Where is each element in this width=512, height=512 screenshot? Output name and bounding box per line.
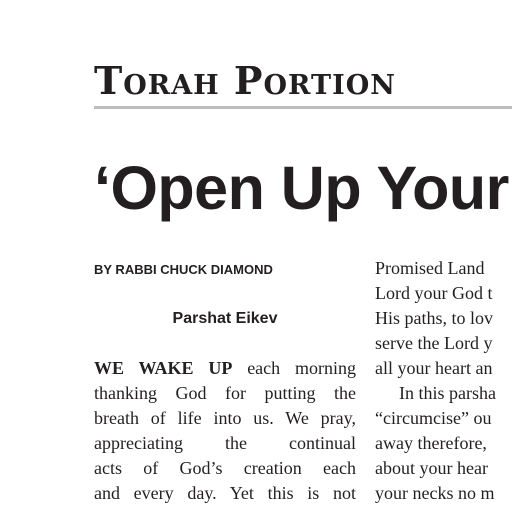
first-line-rest: each morning [232, 358, 356, 378]
text-line: your necks no m [375, 483, 495, 503]
text-line: serve the Lord y [375, 333, 493, 353]
text-line: Lord your God t [375, 283, 493, 303]
text-line: His paths, to lov [375, 308, 494, 328]
article-headline: ‘Open Up Your [94, 154, 509, 222]
left-column-text [94, 356, 356, 506]
text-line: appreciating the continual [94, 433, 356, 453]
text-line: away therefore, [375, 433, 487, 453]
text-line: all your heart an [375, 358, 493, 378]
text-line: and every day. Yet this is not [94, 483, 356, 503]
parsha-name: Parshat Eikev [172, 310, 278, 327]
right-column-text [375, 256, 512, 506]
text-line: thanking God for putting the [94, 383, 356, 403]
text-line: Promised Land [375, 258, 485, 278]
text-line: “circumcise” ou [375, 408, 492, 428]
lead-in-text: WE WAKE UP [94, 358, 233, 378]
header-divider [94, 106, 512, 109]
text-line: In this parsha [399, 383, 496, 403]
text-line: acts of God’s creation each [94, 458, 356, 478]
text-line: breath of life into us. We pray, [94, 408, 356, 428]
section-title: Torah Portion [94, 58, 396, 103]
article-byline: BY RABBI CHUCK DIAMOND [94, 262, 273, 277]
text-line: about your hear [375, 458, 488, 478]
text-line [94, 356, 356, 381]
